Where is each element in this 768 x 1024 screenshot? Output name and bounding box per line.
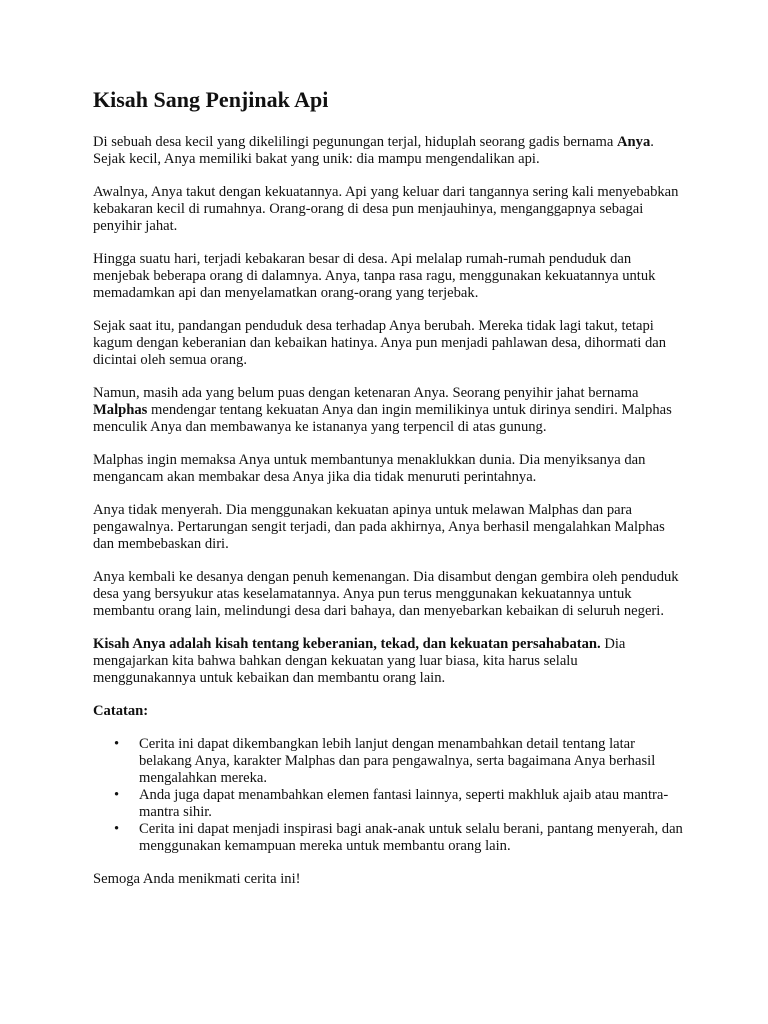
- paragraph-5-text-a: Namun, masih ada yang belum puas dengan ketenaran Anya. Seorang penyihir jahat bernama: [93, 385, 639, 401]
- document-title: Kisah Sang Penjinak Api: [93, 87, 329, 112]
- paragraph-5-text-b: mendengar tentang kekuatan Anya dan ingin memilikinya untuk dirinya sendiri. Malphas menculik Anya dan membawanya ke istananya yang terpencil di atas gunung.: [93, 402, 672, 435]
- paragraph-5-bold-name: Malphas: [93, 402, 148, 418]
- list-item: • Anda juga dapat menambahkan elemen fantasi lainnya, seperti makhluk ajaib atau mantra-mantra sihir.: [139, 787, 683, 821]
- paragraph-1: [93, 134, 683, 168]
- paragraph-8: Anya kembali ke desanya dengan penuh kemenangan. Dia disambut dengan gembira oleh penduduk desa yang bersyukur atas keselamatannya. Anya pun terus menggunakan kekuatannya untuk membantu orang lain, melindungi desa dari bahaya, dan menyebarkan kebaikan di seluruh negeri.: [93, 569, 679, 619]
- paragraph-1-text-a: Di sebuah desa kecil yang dikelilingi pegunungan terjal, hiduplah seorang gadis bernama: [93, 134, 618, 150]
- closing-line: Semoga Anda menikmati cerita ini!: [93, 871, 301, 887]
- document-page: [93, 86, 683, 904]
- paragraph-9: [93, 636, 683, 687]
- paragraph-7: Anya tidak menyerah. Dia menggunakan kekuatan apinya untuk melawan Malphas dan para pengawalnya. Pertarungan sengit terjadi, dan pada akhirnya, Anya berhasil mengalahkan Malphas dan membebaskan diri.: [93, 502, 665, 552]
- paragraph-9-bold-lead: Kisah Anya adalah kisah tentang keberanian, tekad, dan kekuatan persahabatan.: [93, 636, 601, 652]
- paragraph-3: Hingga suatu hari, terjadi kebakaran besar di desa. Api melalap rumah-rumah penduduk dan menjebak beberapa orang di dalamnya. Anya, tanpa rasa ragu, menggunakan kekuatannya untuk memadamkan api dan menyelamatkan orang-orang yang terjebak.: [93, 251, 656, 301]
- notes-list: [93, 736, 683, 855]
- notes-heading: Catatan:: [93, 703, 149, 719]
- paragraph-1-text-b: . Sejak kecil, Anya memiliki bakat yang unik: dia mampu mengendalikan api.: [93, 134, 654, 167]
- paragraph-9-text: Dia mengajarkan kita bahwa bahkan dengan kekuatan yang luar biasa, kita harus selalu menggunakannya untuk kebaikan dan membantu orang lain.: [93, 636, 626, 686]
- list-item: • Cerita ini dapat menjadi inspirasi bagi anak-anak untuk selalu berani, pantang menyerah, dan menggunakan kemampuan mereka untuk membantu orang lain.: [139, 821, 683, 855]
- paragraph-1-bold-name: Anya: [617, 134, 651, 150]
- paragraph-5: [93, 385, 683, 436]
- paragraph-2: Awalnya, Anya takut dengan kekuatannya. Api yang keluar dari tangannya sering kali menyebabkan kebakaran kecil di rumahnya. Orang-orang di desa pun menjauhinya, menganggapnya sebagai penyihir jahat.: [93, 184, 679, 234]
- paragraph-4: Sejak saat itu, pandangan penduduk desa terhadap Anya berubah. Mereka tidak lagi takut, tetapi kagum dengan keberanian dan kebaikan hatinya. Anya pun menjadi pahlawan desa, dihormati dan dicintai oleh semua orang.: [93, 318, 667, 368]
- paragraph-6: Malphas ingin memaksa Anya untuk membantunya menaklukkan dunia. Dia menyiksanya dan mengancam akan membakar desa Anya jika dia tidak menuruti perintahnya.: [93, 452, 646, 485]
- list-item: • Cerita ini dapat dikembangkan lebih lanjut dengan menambahkan detail tentang latar belakang Anya, karakter Malphas dan para pengawalnya, serta bagaimana Anya berhasil mengalahkan mereka.: [139, 736, 683, 787]
